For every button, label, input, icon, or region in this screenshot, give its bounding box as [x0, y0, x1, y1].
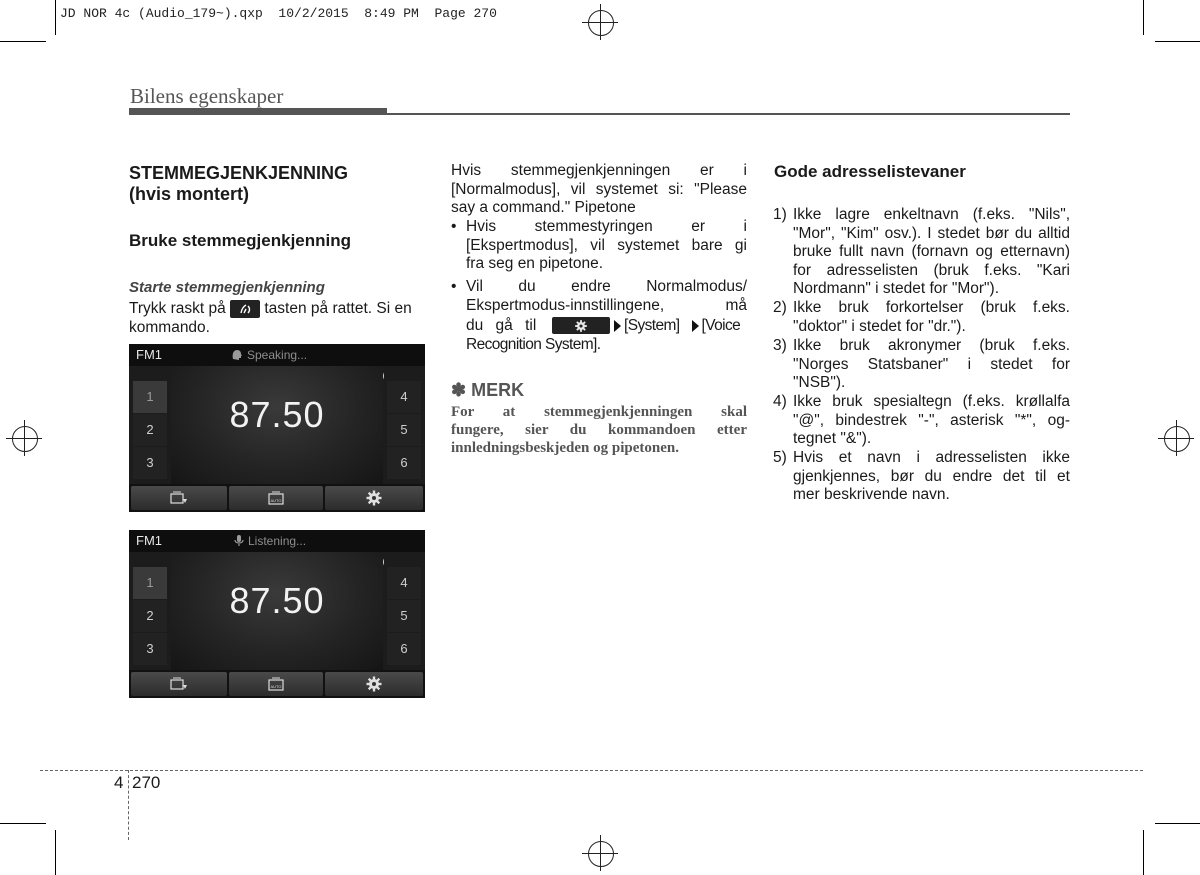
- page-number: 270: [132, 773, 161, 792]
- radio-bottom-bar: [129, 484, 425, 512]
- auto-store-button[interactable]: [229, 486, 323, 510]
- list-item-number: 1): [773, 206, 787, 223]
- voice-status: Listening...: [248, 534, 307, 548]
- header-rule-thick: [129, 108, 387, 115]
- instruction-text-line2: kommando.: [129, 318, 210, 336]
- preset-button-4[interactable]: 4: [387, 381, 421, 413]
- bullet-change-line3-pre: du gå til: [466, 317, 537, 334]
- bullet-dot: •: [451, 218, 457, 235]
- menu-path-voice: [Voice: [701, 317, 741, 334]
- crop-mark-bl-h: [0, 823, 46, 824]
- preset-button-3[interactable]: 3: [133, 633, 167, 665]
- radio-screen-speaking: [129, 344, 425, 512]
- radio-status-bar: [129, 344, 425, 366]
- frequency-value: 87.50: [229, 394, 325, 435]
- preset-button-6[interactable]: 6: [387, 447, 421, 479]
- instruction-paragraph: [129, 300, 429, 337]
- crop-mark-tr-h: [1155, 41, 1200, 42]
- list-item-line: bruke fullt navn (fornavn og etternavn): [793, 243, 1070, 260]
- gear-icon: [365, 675, 383, 693]
- list-item-line: Ikke bruk spesialtegn (f.eks. krøllalfa: [793, 393, 1070, 410]
- header-rule-thin: [387, 113, 1070, 115]
- bullet-dot: •: [451, 278, 457, 295]
- speaker-head-icon: [231, 348, 243, 361]
- preset-button-5[interactable]: 5: [387, 600, 421, 632]
- note-line3: innledningsbeskjeden og pipetonen.: [451, 440, 679, 456]
- list-item-line: for adresselisten (bruk f.eks. "Kari: [793, 261, 1070, 279]
- crop-mark-tr-v: [1143, 0, 1144, 35]
- frequency-display: [171, 552, 383, 670]
- radio-status-bar: [129, 530, 425, 552]
- address-list-heading: Gode adresselistevaner: [774, 162, 966, 181]
- mode-paragraph-line3: say a command." Pipetone: [451, 199, 636, 216]
- list-item-number: 2): [773, 299, 787, 316]
- registration-mark-left: [6, 420, 42, 456]
- list-item-line: "doktor" i stedet for "dr.").: [793, 317, 966, 335]
- note-heading: ✽ MERK: [451, 380, 525, 400]
- preset-button-6[interactable]: 6: [387, 633, 421, 665]
- print-header: JD NOR 4c (Audio_179~).qxp 10/2/2015 8:49 PM Page 270: [60, 6, 497, 21]
- mode-paragraph-line2: [Normalmodus], vil systemet si: "Please: [451, 180, 747, 198]
- note-body: [451, 403, 747, 457]
- bullet-change-line2: Ekspertmodus-innstillingene, må: [466, 296, 747, 314]
- note-line2: fungere, sier du kommandoen etter: [451, 422, 747, 438]
- list-item-line: "@", bindestrek "-", asterisk "*", og-: [793, 411, 1070, 429]
- registration-mark-bottom: [582, 835, 618, 871]
- note-line1: For at stemmegjenkjenningen skal: [451, 404, 747, 420]
- bullet-expert-line2: [Ekspertmodus], vil systemet bare gi: [466, 236, 747, 254]
- crop-mark-bl-v: [55, 830, 56, 875]
- arrow-right-icon: [614, 320, 621, 332]
- auto-store-icon: [266, 490, 286, 506]
- settings-button[interactable]: [325, 486, 423, 510]
- auto-label: AUTO: [270, 684, 282, 689]
- bullet-change-line4: Recognition System].: [466, 335, 601, 353]
- save-preset-icon: [169, 490, 189, 506]
- registration-mark-top: [582, 4, 618, 40]
- section-heading-line2: (hvis montert): [129, 184, 250, 204]
- preset-button-1[interactable]: 1: [133, 567, 167, 599]
- list-item-line: mer beskrivende navn.: [793, 486, 950, 503]
- preset-button-2[interactable]: 2: [133, 414, 167, 446]
- preset-button-4[interactable]: 4: [387, 567, 421, 599]
- list-item-number: 5): [773, 449, 787, 466]
- crop-mark-tl-h: [0, 41, 46, 42]
- save-preset-icon: [169, 676, 189, 692]
- auto-store-icon: [266, 676, 286, 692]
- setup-button-graphic: [552, 317, 610, 334]
- preset-button-3[interactable]: 3: [133, 447, 167, 479]
- band-label: FM1: [136, 533, 162, 548]
- list-item-line: Ikke bruk forkortelser (bruk f.eks.: [793, 299, 1070, 316]
- band-label: FM1: [136, 347, 162, 362]
- auto-label: AUTO: [270, 498, 282, 503]
- bullet-change-line1: Vil du endre Normalmodus/: [466, 278, 747, 295]
- bullet-expert-line3: fra seg en pipetone.: [466, 255, 604, 272]
- bullet-expert-line1: Hvis stemmestyringen er i: [466, 218, 747, 235]
- list-item-line: gjenkjennes, bør du endre det til et: [793, 467, 1070, 485]
- radio-bottom-bar: [129, 670, 425, 698]
- bullet-expert-mode: [451, 218, 747, 274]
- list-item-line: "Norges Statsbaner" i stedet for: [793, 355, 1070, 373]
- mode-paragraph: [451, 162, 747, 218]
- frequency-display: [171, 366, 383, 484]
- section-heading-line1: STEMMEGJENKJENNING: [129, 163, 349, 183]
- list-item-line: Hvis et navn i adresselisten ikke: [793, 449, 1070, 466]
- list-item-line: Nordmann" i stedet for "Mor").: [793, 280, 1000, 297]
- instruction-text-pre: Trykk raskt på: [129, 300, 226, 318]
- radio-screen-listening: [129, 530, 425, 698]
- crop-mark-br-v: [1143, 830, 1144, 875]
- save-preset-button[interactable]: [131, 486, 227, 510]
- list-item-number: 4): [773, 393, 787, 410]
- mode-paragraph-line1: Hvis stemmegjenkjenningen er i: [451, 162, 747, 179]
- list-item-line: "NSB").: [793, 374, 846, 391]
- menu-path-system: [System]: [624, 317, 680, 334]
- save-preset-button[interactable]: [131, 672, 227, 696]
- list-item-number: 3): [773, 337, 787, 354]
- footer-dashed-divider: [128, 770, 129, 840]
- chapter-number: 4: [114, 773, 124, 792]
- footer-dashed-rule: [40, 770, 1143, 771]
- crop-mark-tl-v: [55, 0, 56, 35]
- crop-mark-br-h: [1155, 823, 1200, 824]
- italic-heading: Starte stemmegjenkjenning: [129, 279, 325, 296]
- gear-icon: [365, 489, 383, 507]
- arrow-right-icon: [692, 320, 699, 332]
- list-item-line: Ikke lagre enkeltnavn (f.eks. "Nils",: [793, 206, 1070, 223]
- microphone-icon: [233, 534, 245, 547]
- list-item-line: tegnet "&").: [793, 430, 872, 447]
- preset-button-1[interactable]: 1: [133, 381, 167, 413]
- section-heading: [129, 163, 348, 205]
- running-title: Bilens egenskaper: [130, 84, 284, 108]
- frequency-value: 87.50: [229, 580, 325, 621]
- list-item-line: "Mor", "Kim" osv.). I stedet bør du alltid: [793, 224, 1070, 242]
- list-item-line: Ikke bruk akronymer (bruk f.eks.: [793, 337, 1070, 354]
- auto-store-button[interactable]: [229, 672, 323, 696]
- instruction-text-post: tasten på rattet. Si en: [264, 300, 412, 318]
- bullet-change-mode: [451, 278, 747, 358]
- voice-talk-icon: [230, 300, 260, 318]
- gear-icon: [574, 319, 588, 333]
- settings-button[interactable]: [325, 672, 423, 696]
- subheading: Bruke stemmegjenkjenning: [129, 231, 352, 250]
- preset-button-2[interactable]: 2: [133, 600, 167, 632]
- preset-button-5[interactable]: 5: [387, 414, 421, 446]
- registration-mark-right: [1158, 420, 1194, 456]
- voice-status: Speaking...: [247, 348, 308, 362]
